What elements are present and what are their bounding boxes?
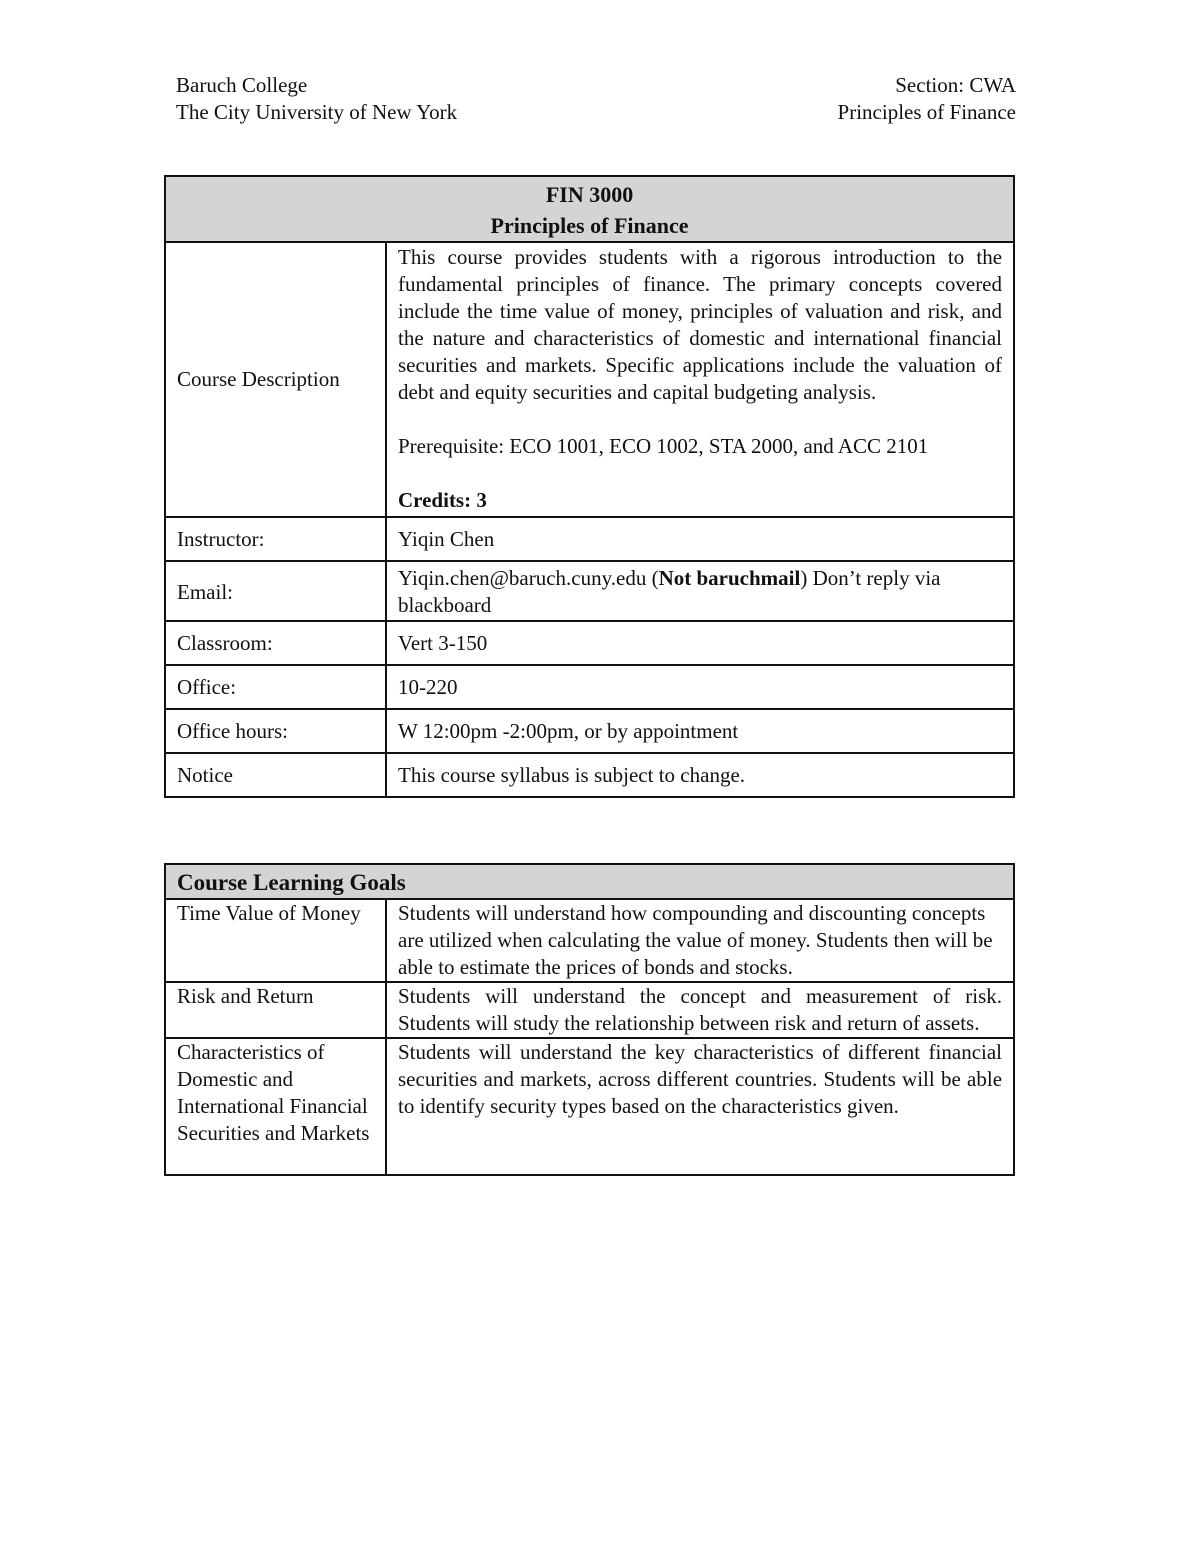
office-label: Office: — [165, 665, 386, 709]
learning-goals-table — [164, 863, 1015, 1176]
course-description-cell — [386, 242, 1014, 517]
office-hours-value: W 12:00pm -2:00pm, or by appointment — [386, 709, 1014, 753]
course-info-table — [164, 175, 1015, 798]
course-description-text: This course provides students with a rigorous introduction to the fundamental principles of finance. The primary concepts covered include the time value of money, principles of valuation and risk, and the nature and characteristics of domestic and international financial securities and markets. Specific applications include the valuation of debt and equity securities and capital budgeting analysis. — [398, 245, 1003, 404]
goal-topic: Risk and Return — [165, 982, 386, 1038]
course-description-label: Course Description — [165, 242, 386, 517]
course-title: Principles of Finance — [490, 213, 689, 238]
office-hours-row — [165, 709, 1014, 753]
page-header-left — [176, 72, 457, 126]
classroom-label: Classroom: — [165, 621, 386, 665]
goal-row — [165, 899, 1014, 982]
office-row — [165, 665, 1014, 709]
email-note-rest: ) Don’t reply via blackboard — [398, 566, 941, 617]
office-value: 10-220 — [386, 665, 1014, 709]
email-cell — [386, 561, 1014, 621]
classroom-row — [165, 621, 1014, 665]
course-title-cell — [165, 176, 1014, 242]
prerequisite-text: Prerequisite: ECO 1001, ECO 1002, STA 2000, and ACC 2101 — [398, 434, 929, 458]
goal-row — [165, 982, 1014, 1038]
instructor-row — [165, 517, 1014, 561]
goal-text: Students will understand the concept and measurement of risk. Students will study the relationship between risk and return of assets. — [386, 982, 1014, 1038]
notice-label: Notice — [165, 753, 386, 797]
email-label: Email: — [165, 561, 386, 621]
email-row — [165, 561, 1014, 621]
instructor-label: Instructor: — [165, 517, 386, 561]
course-code: FIN 3000 — [545, 182, 634, 207]
section-label: Section: CWA — [895, 73, 1016, 97]
goal-text: Students will understand the key characteristics of different financial securities and markets, across different countries. Students will be able to identify security types based on the characteristics given. — [386, 1038, 1014, 1175]
learning-goals-title: Course Learning Goals — [165, 864, 1014, 899]
goal-topic: Characteristics of Domestic and International Financial Securities and Markets — [165, 1038, 386, 1175]
classroom-value: Vert 3-150 — [386, 621, 1014, 665]
course-description-row — [165, 242, 1014, 517]
course-name-header: Principles of Finance — [837, 100, 1016, 124]
notice-value: This course syllabus is subject to change. — [386, 753, 1014, 797]
office-hours-label: Office hours: — [165, 709, 386, 753]
page-header-right — [838, 72, 1016, 126]
learning-goals-header-row — [165, 864, 1014, 899]
email-address-link[interactable]: Yiqin.chen@baruch.cuny.edu — [398, 566, 647, 590]
credits-text: Credits: 3 — [398, 488, 487, 512]
instructor-value: Yiqin Chen — [386, 517, 1014, 561]
goal-text: Students will understand how compounding and discounting concepts are utilized when calculating the value of money. Students then will be able to estimate the prices of bonds and stocks. — [386, 899, 1014, 982]
goal-topic: Time Value of Money — [165, 899, 386, 982]
email-note-bold: Not baruchmail — [658, 566, 801, 590]
goal-row — [165, 1038, 1014, 1175]
course-title-row — [165, 176, 1014, 242]
college-name: Baruch College — [176, 73, 308, 97]
university-name: The City University of New York — [176, 100, 458, 124]
email-paren: ( — [646, 566, 659, 590]
notice-row — [165, 753, 1014, 797]
